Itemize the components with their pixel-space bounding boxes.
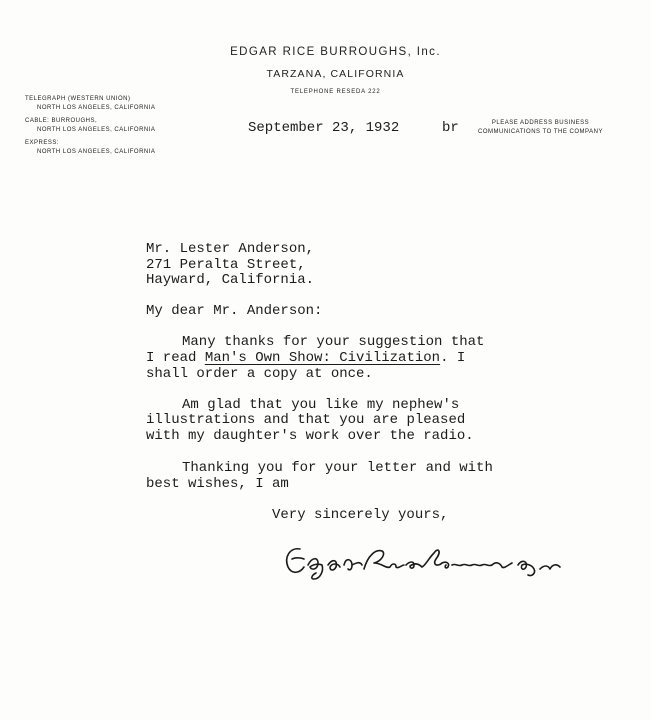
letterhead-city: TARZANA, CALIFORNIA <box>266 68 405 80</box>
express-label: EXPRESS: <box>25 140 60 146</box>
recipient-street: 271 Peralta Street, <box>146 256 306 273</box>
recipient-name: Mr. Lester Anderson, <box>146 241 315 257</box>
telegraph-label: TELEGRAPH (WESTERN UNION) <box>25 96 131 102</box>
letterhead-business-notice <box>478 119 603 136</box>
paragraph-1-line-2 <box>146 350 465 366</box>
paragraph-2-rest <box>146 413 474 444</box>
letterhead-contact-block <box>25 95 155 156</box>
paragraph-3-line-2: best wishes, I am <box>146 476 289 492</box>
notice-line-2: COMMUNICATIONS TO THE COMPANY <box>478 128 603 135</box>
p1-prefix: I read <box>146 350 197 366</box>
paragraph-1-line-1: Many thanks for your suggestion that <box>182 334 485 350</box>
cable-label: CABLE: BURROUGHS, <box>25 118 98 124</box>
paragraph-2-line-3: with my daughter's work over the radio. <box>146 427 474 444</box>
salutation: My dear Mr. Anderson: <box>146 303 323 319</box>
telegraph-address: NORTH LOS ANGELES, CALIFORNIA <box>37 104 156 111</box>
signature-icon <box>278 535 578 595</box>
handwritten-signature <box>278 535 578 595</box>
paragraph-1-line-3: shall order a copy at once. <box>146 366 373 382</box>
paragraph-3-line-1: Thanking you for your letter and with <box>182 460 493 476</box>
express-address: NORTH LOS ANGELES, CALIFORNIA <box>37 148 156 155</box>
complimentary-close: Very sincerely yours, <box>272 507 449 523</box>
typist-initials: br <box>442 120 459 136</box>
letterhead-company: EDGAR RICE BURROUGHS, Inc. <box>230 46 441 58</box>
notice-line-1: PLEASE ADDRESS BUSINESS <box>491 120 590 126</box>
cable-address: NORTH LOS ANGELES, CALIFORNIA <box>37 126 156 133</box>
paragraph-2-line-2: illustrations and that you are pleased <box>146 412 466 428</box>
recipient-city: Hayward, California. <box>146 272 315 288</box>
letter-date: September 23, 1932 <box>248 120 400 136</box>
inside-address <box>146 242 314 289</box>
letterhead-telephone: TELEPHONE RESEDA 222 <box>290 89 381 95</box>
p1-suffix: . I <box>440 350 466 366</box>
book-title: Man's Own Show: Civilization <box>204 350 441 366</box>
paragraph-2-line-1: Am glad that you like my nephew's <box>182 397 460 413</box>
